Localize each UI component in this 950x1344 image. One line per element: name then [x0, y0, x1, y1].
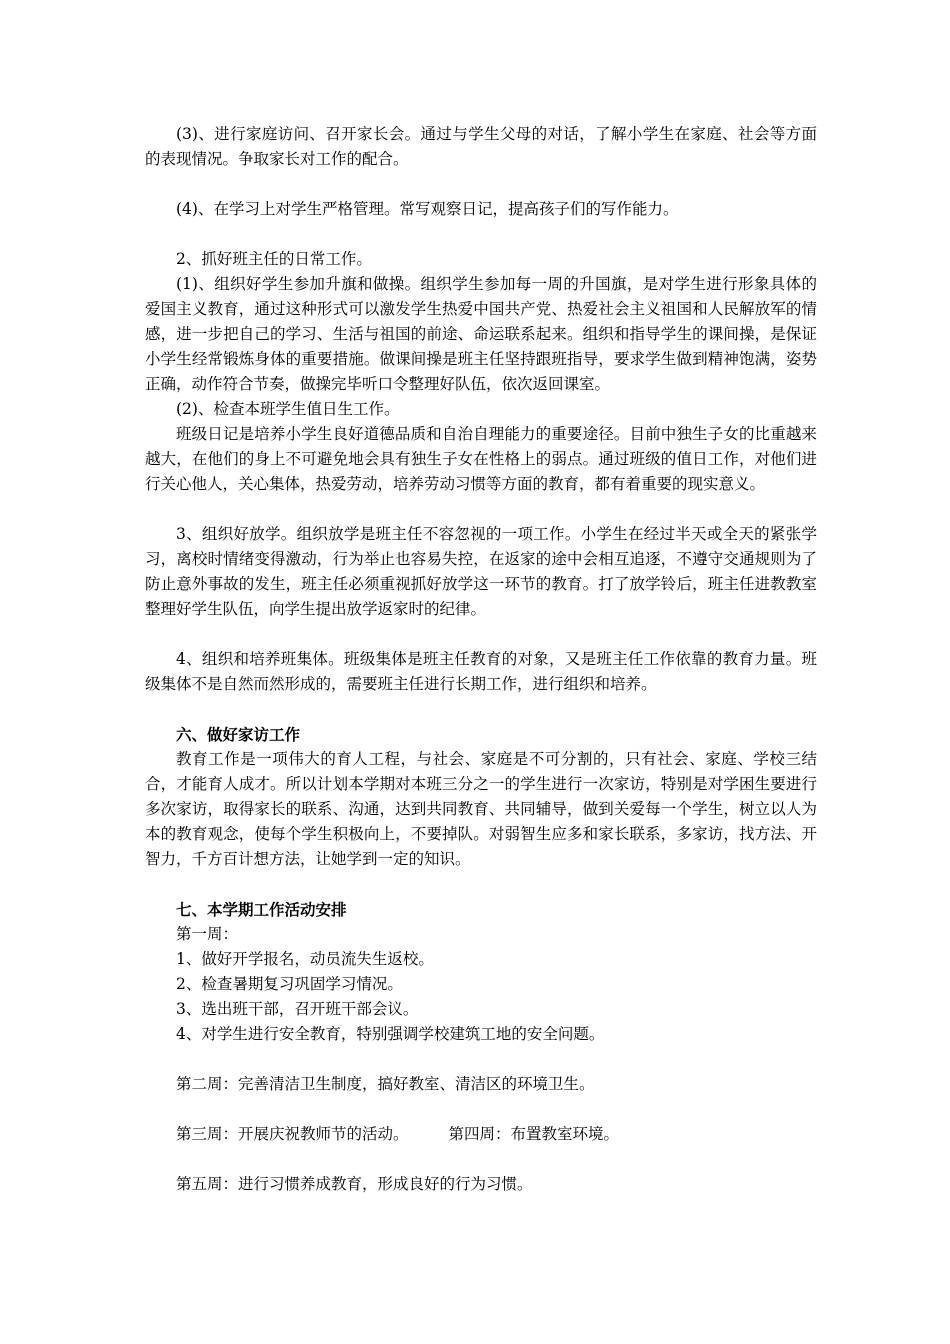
section-seven-heading: 七、本学期工作活动安排	[176, 900, 347, 919]
paragraph-dismissal: 3、组织好放学。组织放学是班主任不容忽视的一项工作。小学生在经过半天或全天的紧张学习，离校时情绪变得激动，行为举止也容易失控，在返家的途中会相互追逐，不遵守交通规则为了防止意外事故的发生，班主任必须重视抓好放学这一环节的教育。打了放学铃后，班主任进教教室整理好学生队伍，向学生提出放学返家时的纪律。	[145, 525, 817, 618]
week3-4-plan	[145, 1122, 817, 1147]
paragraph-daily-work-title: 2、抓好班主任的日常工作。	[176, 250, 372, 268]
paragraph-duty-check: (2)、检查本班学生值日生工作。	[176, 400, 400, 418]
week1-item: 3、选出班干部，召开班干部会议。	[176, 1000, 419, 1018]
section-six-body: 教育工作是一项伟大的育人工程，与社会、家庭是不可分割的，只有社会、家庭、学校三结合，才能育人成才。所以计划本学期对本班三分之一的学生进行一次家访，特别是对学困生要进行多次家访，取得家长的联系、沟通，达到共同教育、共同辅导，做到关爱每一个学生，树立以人为本的教育观念，使每个学生积极向上，不要掉队。对弱智生应多和家长联系，多家访，找方法、开智力，千方百计想方法，让她学到一定的知识。	[145, 750, 817, 868]
week1-item: 2、检查暑期复习巩固学习情况。	[176, 975, 403, 993]
paragraph-home-visits: (3)、进行家庭访问、召开家长会。通过与学生父母的对话，了解小学生在家庭、社会等方面的表现情况。争取家长对工作的配合。	[145, 125, 817, 168]
paragraph-class-collective: 4、组织和培养班集体。班级集体是班主任教育的对象，又是班主任工作依靠的教育力量。班级集体不是自然而然形成的，需要班主任进行长期工作，进行组织和培养。	[145, 650, 817, 693]
week5-plan: 第五周：进行习惯养成教育，形成良好的行为习惯。	[176, 1175, 533, 1193]
paragraph-class-diary: 班级日记是培养小学生良好道德品质和自治自理能力的重要途径。目前中独生子女的比重越来越大，在他们的身上不可避免地会具有独生子女在性格上的弱点。通过班级的值日工作，对他们进行关心他人，关心集体，热爱劳动，培养劳动习惯等方面的教育，都有着重要的现实意义。	[145, 425, 817, 493]
week1-label: 第一周：	[176, 925, 239, 943]
week4-plan: 第四周：布置教室环境。	[448, 1125, 620, 1143]
week1-item: 4、对学生进行安全教育，特别强调学校建筑工地的安全问题。	[176, 1025, 605, 1043]
week2-plan: 第二周：完善清洁卫生制度，搞好教室、清洁区的环境卫生。	[176, 1075, 595, 1093]
week1-item: 1、做好开学报名，动员流失生返校。	[176, 950, 434, 968]
paragraph-study-management: (4)、在学习上对学生严格管理。常写观察日记，提高孩子们的写作能力。	[176, 200, 679, 218]
week3-plan: 第三周：开展庆祝教师节的活动。	[176, 1125, 409, 1143]
paragraph-flag-exercise: (1)、组织好学生参加升旗和做操。组织学生参加每一周的升国旗，是对学生进行形象具体的爱国主义教育，通过这种形式可以激发学生热爱中国共产党、热爱社会主义祖国和人民解放军的情感，进一步把自己的学习、生活与祖国的前途、命运联系起来。组织和指导学生的课间操，是保证小学生经常锻炼身体的重要措施。做课间操是班主任坚持跟班指导，要求学生做到精神饱满，姿势正确，动作符合节奏，做操完毕听口令整理好队伍，依次返回课室。	[145, 275, 817, 393]
section-six-heading: 六、做好家访工作	[176, 725, 301, 744]
document-page	[145, 122, 817, 1197]
